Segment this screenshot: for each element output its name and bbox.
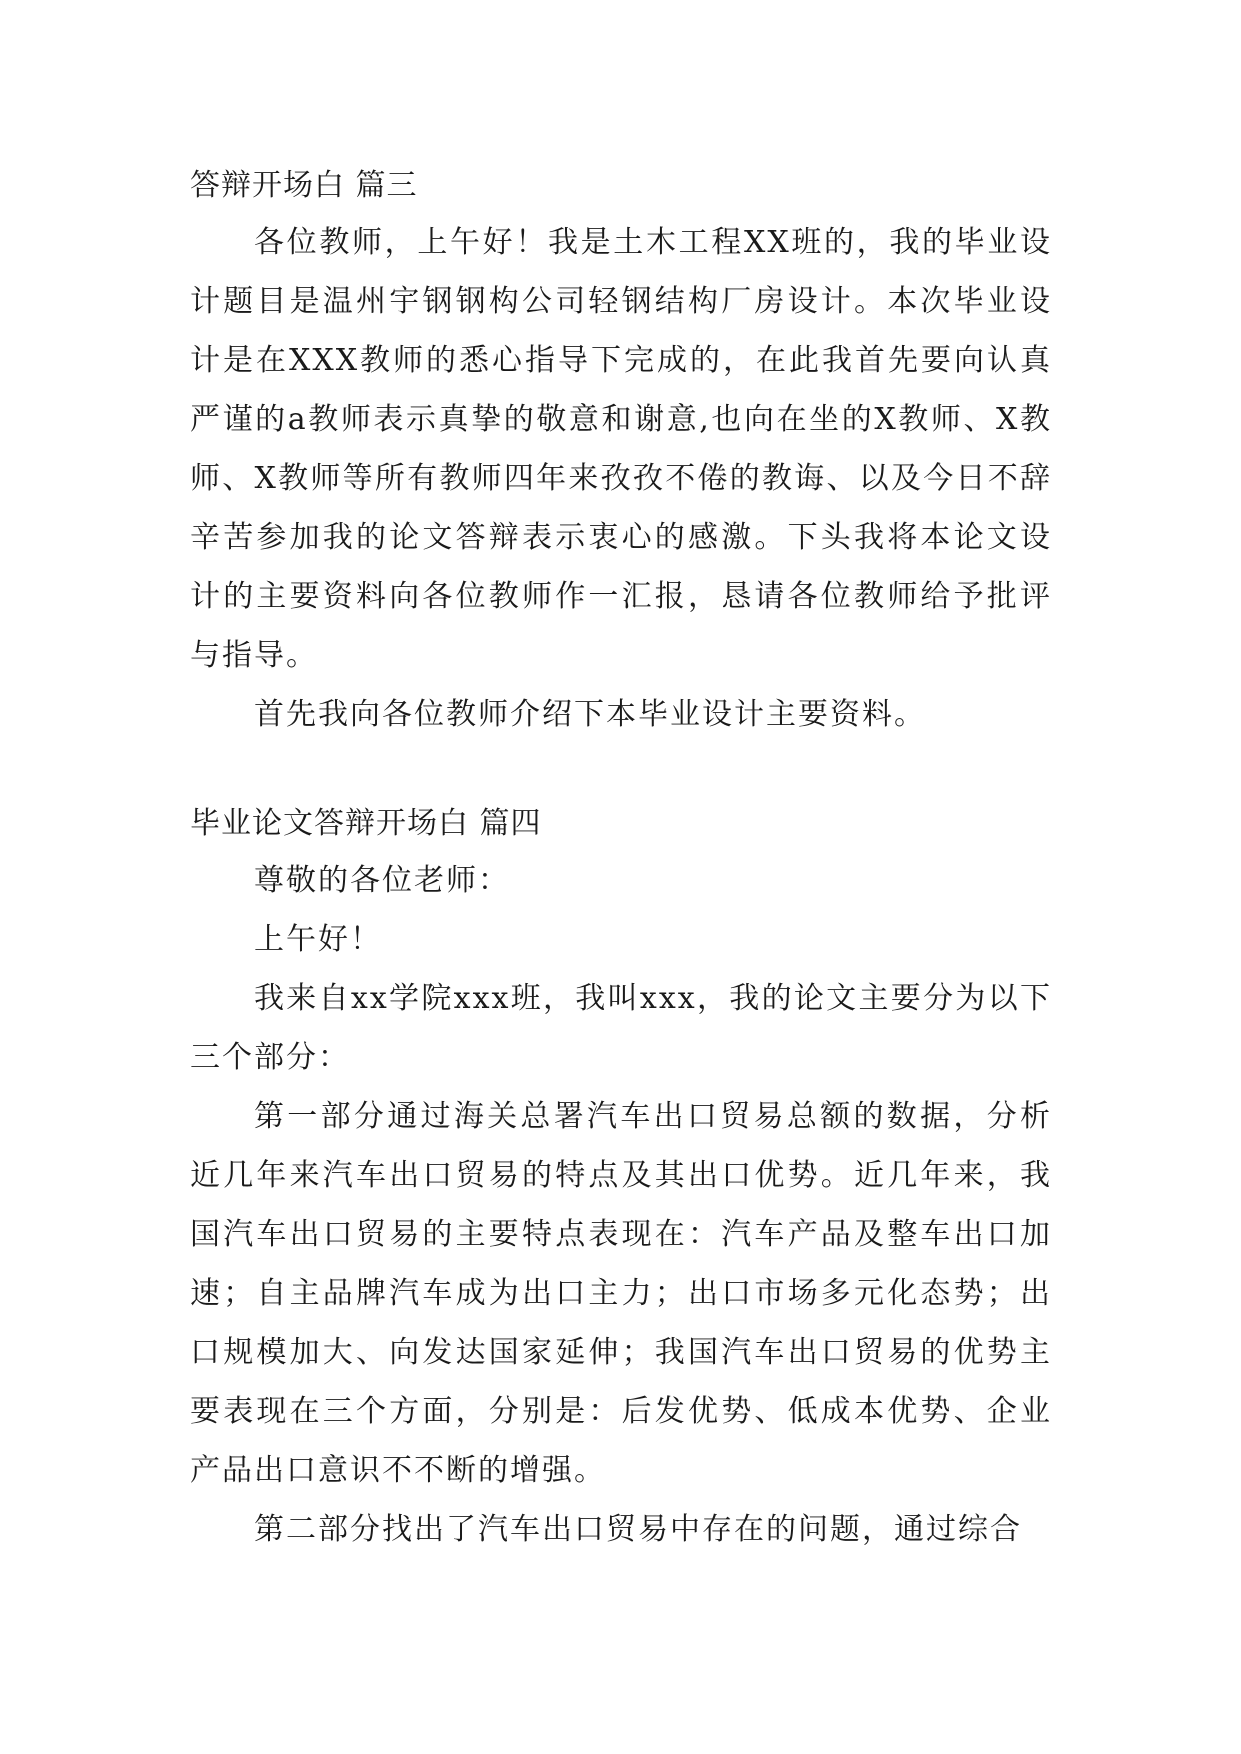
paragraph: 第一部分通过海关总署汽车出口贸易总额的数据，分析近几年来汽车出口贸易的特点及其出口优势。近几年来，我国汽车出口贸易的主要特点表现在：汽车产品及整车出口加速；自主品牌汽车成为出口主力；出口市场多元化态势；出口规模加大、向发达国家延伸；我国汽车出口贸易的优势主要表现在三个方面，分别是：后发优势、低成本优势、企业产品出口意识不不断的增强。 xyxy=(190,1099,1052,1488)
paragraph: 我来自xx学院xxx班，我叫xxx，我的论文主要分为以下三个部分： xyxy=(190,981,1052,1075)
paragraph: 第二部分找出了汽车出口贸易中存在的问题，通过综合 xyxy=(254,1512,1022,1547)
paragraph: 尊敬的各位老师： xyxy=(254,863,510,898)
section-heading-3: 答辩开场白 篇三 xyxy=(190,168,418,203)
paragraph: 上午好！ xyxy=(254,922,382,957)
section-gap xyxy=(190,744,1052,796)
paragraph: 首先我向各位教师介绍下本毕业设计主要资料。 xyxy=(254,697,926,732)
paragraph: 各位教师，上午好！我是土木工程XX班的，我的毕业设计题目是温州宇钢钢构公司轻钢结构厂房设计。本次毕业设计是在XXX教师的悉心指导下完成的，在此我首先要向认真严谨的a教师表示真挚的敬意和谢意,也向在坐的X教师、X教师、X教师等所有教师四年来孜孜不倦的教诲、以及今日不辞辛苦参加我的论文答辩表示衷心的感激。下头我将本论文设计的主要资料向各位教师作一汇报，恳请各位教师给予批评与指导。 xyxy=(190,225,1052,673)
document-body xyxy=(190,158,1052,1559)
section-heading-4: 毕业论文答辩开场白 篇四 xyxy=(190,806,542,841)
